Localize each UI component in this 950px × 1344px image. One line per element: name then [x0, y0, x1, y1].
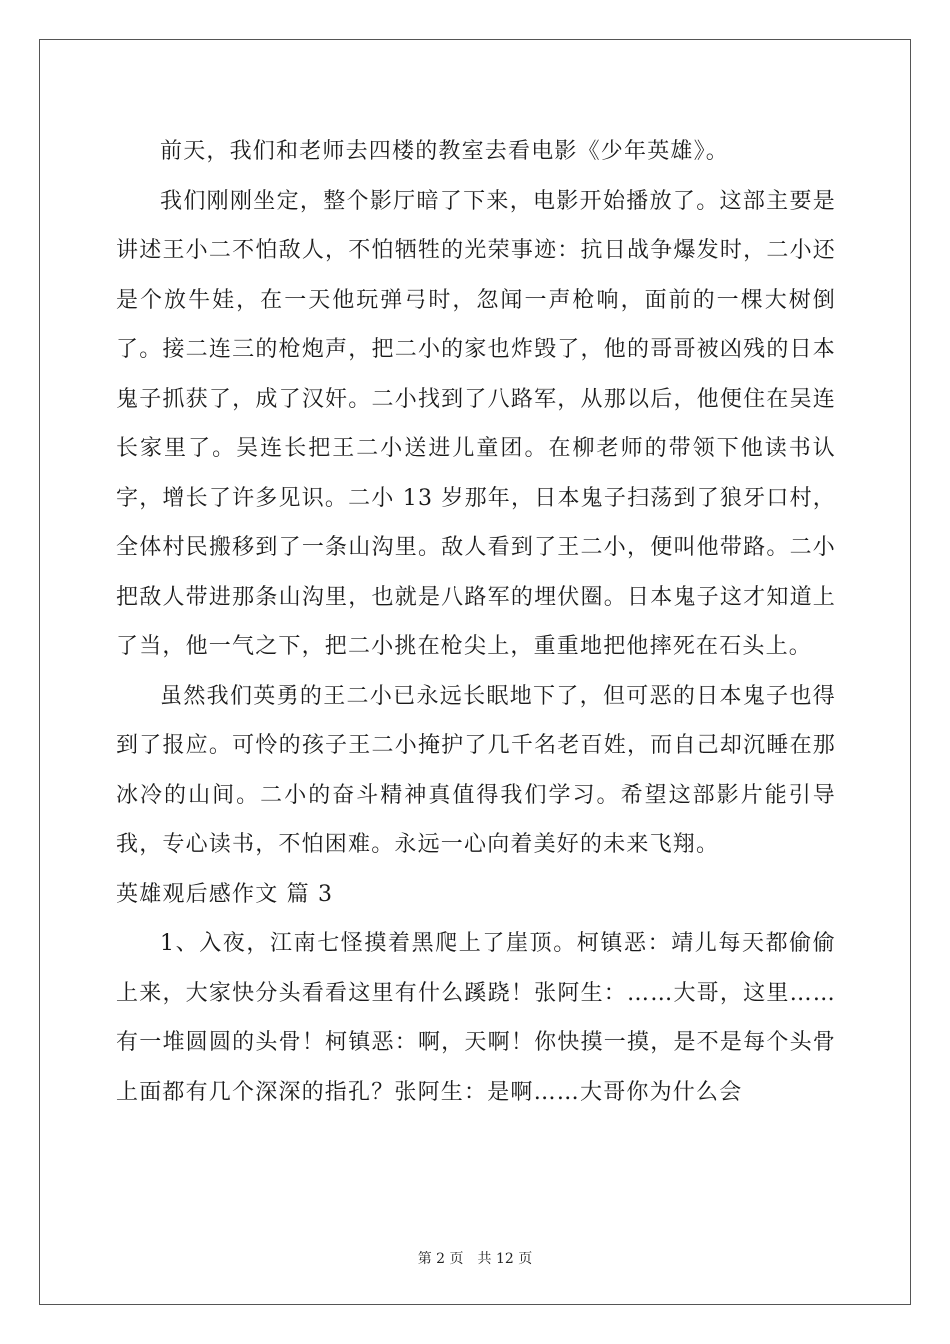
document-body: [116, 127, 836, 1117]
page-number-footer: 第 2 页 共 12 页: [417, 1251, 533, 1267]
paragraph-intro: 前天，我们和老师去四楼的教室去看电影《少年英雄》。: [160, 139, 730, 164]
section-title: 英雄观后感作文 篇 3: [116, 881, 334, 907]
paragraph-story: 我们刚刚坐定，整个影厅暗了下来，电影开始播放了。这部主要是讲述王小二不怕敌人，不怕牺牲的光荣事迹：抗日战争爆发时，二小还是个放牛娃，在一天他玩弹弓时，忽闻一声枪响，面前的一棵大树倒了。接二连三的枪炮声，把二小的家也炸毁了，他的哥哥被凶残的日本鬼子抓获了，成了汉奸。二小找到了八路军，从那以后，他便住在吴连长家里了。吴连长把王二小送进儿童团。在柳老师的带领下他读书认字，增长了许多见识。二小 13 岁那年，日本鬼子扫荡到了狼牙口村，全体村民搬移到了一条山沟里。敌人看到了王二小，便叫他带路。二小把敌人带进那条山沟里，也就是八路军的埋伏圈。日本鬼子这才知道上了当，他一气之下，把二小挑在枪尖上，重重地把他摔死在石头上。: [116, 188, 836, 659]
paragraph-section-start: 1、入夜，江南七怪摸着黑爬上了崖顶。柯镇恶：靖儿每天都偷偷上来，大家快分头看看这里有什么蹊跷！张阿生：……大哥，这里……有一堆圆圆的头骨！柯镇恶：啊，天啊！你快摸一摸，是不是每个头骨上面都有几个深深的指孔？张阿生：是啊……大哥你为什么会: [116, 931, 836, 1105]
paragraph-reflection: 虽然我们英勇的王二小已永远长眠地下了，但可恶的日本鬼子也得到了报应。可怜的孩子王二小掩护了几千名老百姓，而自己却沉睡在那冰冷的山间。二小的奋斗精神真值得我们学习。希望这部影片能引导我，专心读书，不怕困难。永远一心向着美好的未来飞翔。: [116, 683, 836, 857]
